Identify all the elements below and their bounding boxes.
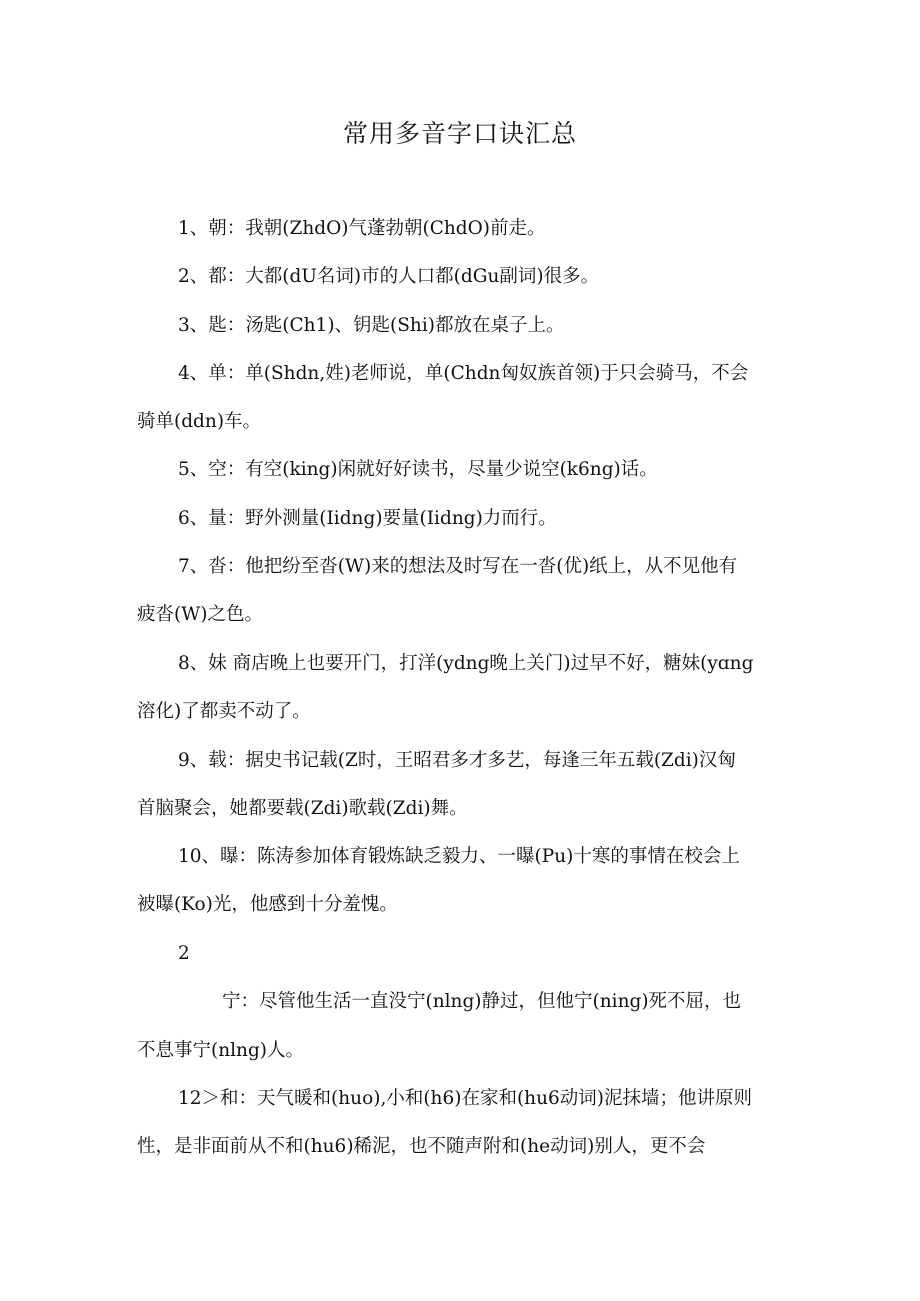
entry-4-line-1: 4、单：单(Shdn,姓)老师说，单(Chdn匈奴族首领)于只会骑马，不会 [178, 363, 749, 384]
entry-10-line-1: 10、曝：陈涛参加体育锻炼缺乏毅力、一曝(Pu)十寒的事情在校会上 [178, 846, 740, 867]
entry-6: 6、量：野外测量(Iidng)要量(Iidng)力而行。 [178, 508, 557, 529]
entry-9-line-2: 首脑聚会，她都要载(Zdi)歌载(Zdi)舞。 [137, 798, 468, 819]
entry-12-line-2: 性，是非面前从不和(hu6)稀泥，也不随声附和(he动词)别人，更不会 [137, 1136, 706, 1157]
page-number: 2 [178, 943, 190, 964]
entry-7-line-2: 疲沓(W)之色。 [137, 604, 263, 625]
entry-9-line-1: 9、载：据史书记载(Z时，王昭君多才多艺，每逢三年五载(Zdi)汉匈 [178, 750, 736, 771]
document-title: 常用多音字口诀汇总 [342, 119, 577, 148]
entry-5: 5、空：有空(king)闲就好好读书，尽量少说空(k6ng)话。 [178, 459, 658, 480]
entry-1: 1、朝：我朝(ZhdO)气蓬勃朝(ChdO)前走。 [178, 218, 546, 239]
entry-12-line-1: 12＞和：天气暖和(huo),小和(h6)在家和(hu6动词)泥抹墙；他讲原则 [178, 1088, 752, 1109]
entry-2: 2、都：大都(dU名词)市的人口都(dGu副词)很多。 [178, 266, 600, 287]
entry-10-line-2: 被曝(Ko)光，他感到十分羞愧。 [137, 894, 398, 915]
entry-8-line-1: 8、妹 商店晚上也要开门，打洋(ydng晚上关门)过早不好，糖妹(yɑng [178, 653, 754, 674]
entry-4-line-2: 骑单(ddn)车。 [137, 411, 262, 432]
entry-11-line-1: 宁：尽管他生活一直没宁(nlng)静过，但他宁(ning)死不屈，也 [222, 991, 742, 1012]
entry-7-line-1: 7、沓：他把纷至沓(W)来的想法及时写在一沓(优)纸上，从不见他有 [178, 556, 738, 577]
entry-8-line-2: 溶化)了都卖不动了。 [137, 701, 311, 722]
entry-3: 3、匙：汤匙(Ch1)、钥匙(Shi)都放在桌子上。 [178, 315, 565, 336]
entry-11-line-2: 不息事宁(nlng)人。 [137, 1040, 305, 1061]
